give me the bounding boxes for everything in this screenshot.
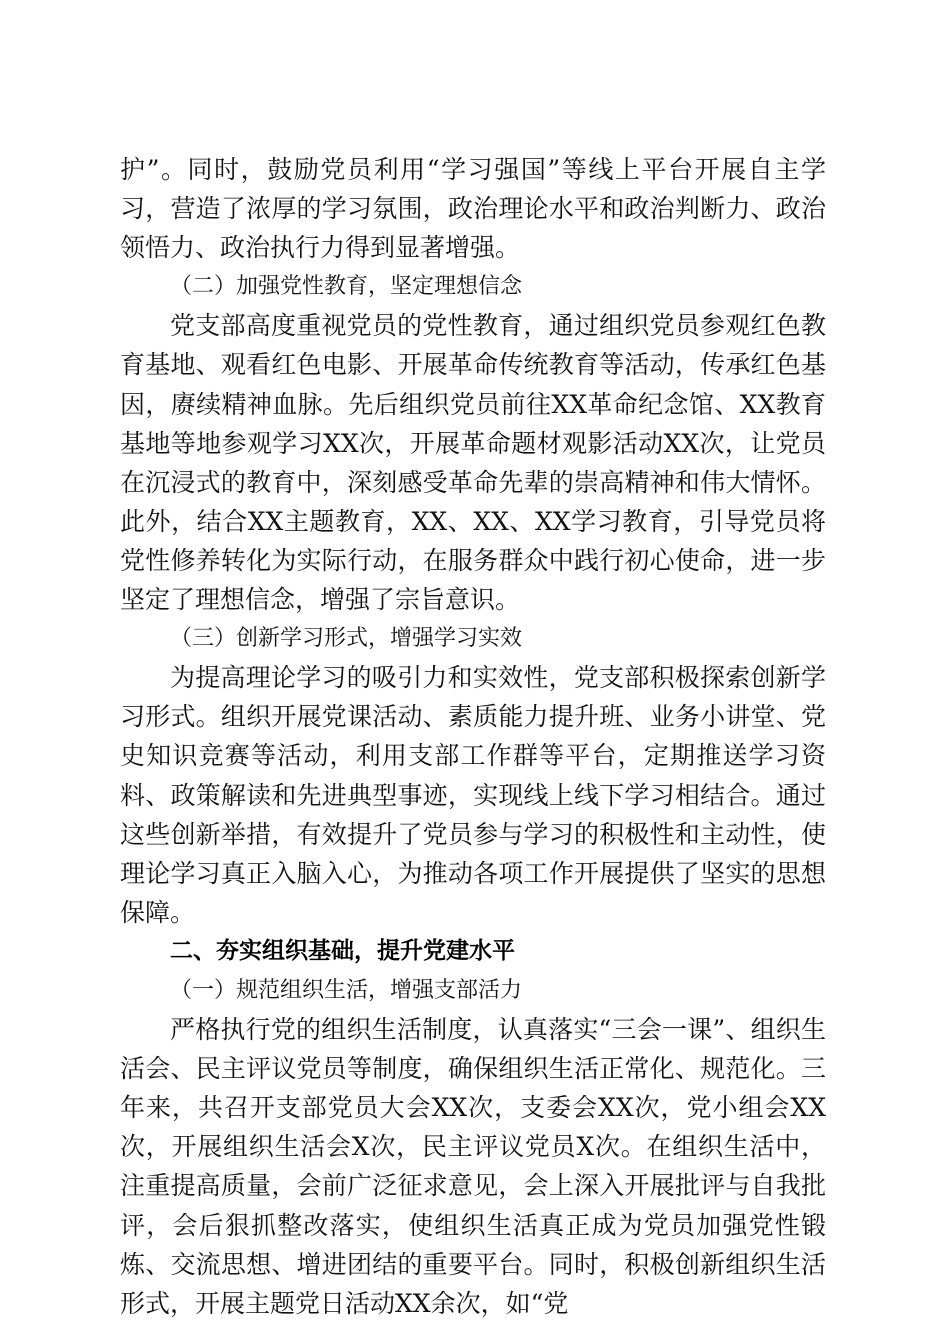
section-heading-organization-life: （一）规范组织生活，增强支部活力	[170, 977, 523, 1003]
document-body	[120, 150, 826, 1323]
paragraph-organization-life: 严格执行党的组织生活制度，认真落实“三会一课”、组织生活会、民主评议党员等制度，确保组织生活正常化、规范化。三年来，共召开支部党员大会XX次，支委会XX次，党小组会XX次，开展组织生活会X次，民主评议党员X次。在组织生活中，注重提高质量，会前广泛征求意见，会上深入开展批评与自我批评，会后狠抓整改落实，使组织生活真正成为党员加强党性锻炼、交流思想、增进团结的重要平台。同时，积极创新组织生活形式，开展主题党日活动XX余次，如“党	[120, 1015, 826, 1318]
section-heading-party-spirit-education: （二）加强党性教育，坚定理想信念	[170, 274, 523, 300]
paragraph-party-spirit-education: 党支部高度重视党员的党性教育，通过组织党员参观红色教育基地、观看红色电影、开展革命传统教育等活动，传承红色基因，赓续精神血脉。先后组织党员前往XX革命纪念馆、XX教育基地等地参观学习XX次，开展革命题材观影活动XX次，让党员在沉浸式的教育中，深刻感受革命先辈的崇高精神和伟大情怀。此外，结合XX主题教育，XX、XX、XX学习教育，引导党员将党性修养转化为实际行动，在服务群众中践行初心使命，进一步坚定了理想信念，增强了宗旨意识。	[120, 311, 826, 615]
main-heading-organization-foundation: 二、夯实组织基础，提升党建水平	[170, 937, 515, 964]
section-heading-innovative-learning: （三）创新学习形式，增强学习实效	[170, 626, 523, 652]
paragraph-continued: 护”。同时，鼓励党员利用“学习强国”等线上平台开展自主学习，营造了浓厚的学习氛围，政治理论水平和政治判断力、政治领悟力、政治执行力得到显著增强。	[120, 155, 826, 263]
paragraph-innovative-learning: 为提高理论学习的吸引力和实效性，党支部积极探索创新学习形式。组织开展党课活动、素质能力提升班、业务小讲堂、党史知识竞赛等活动，利用支部工作群等平台，定期推送学习资料、政策解读和先进典型事迹，实现线上线下学习相结合。通过这些创新举措，有效提升了党员参与学习的积极性和主动性，使理论学习真正入脑入心，为推动各项工作开展提供了坚实的思想保障。	[120, 663, 826, 927]
